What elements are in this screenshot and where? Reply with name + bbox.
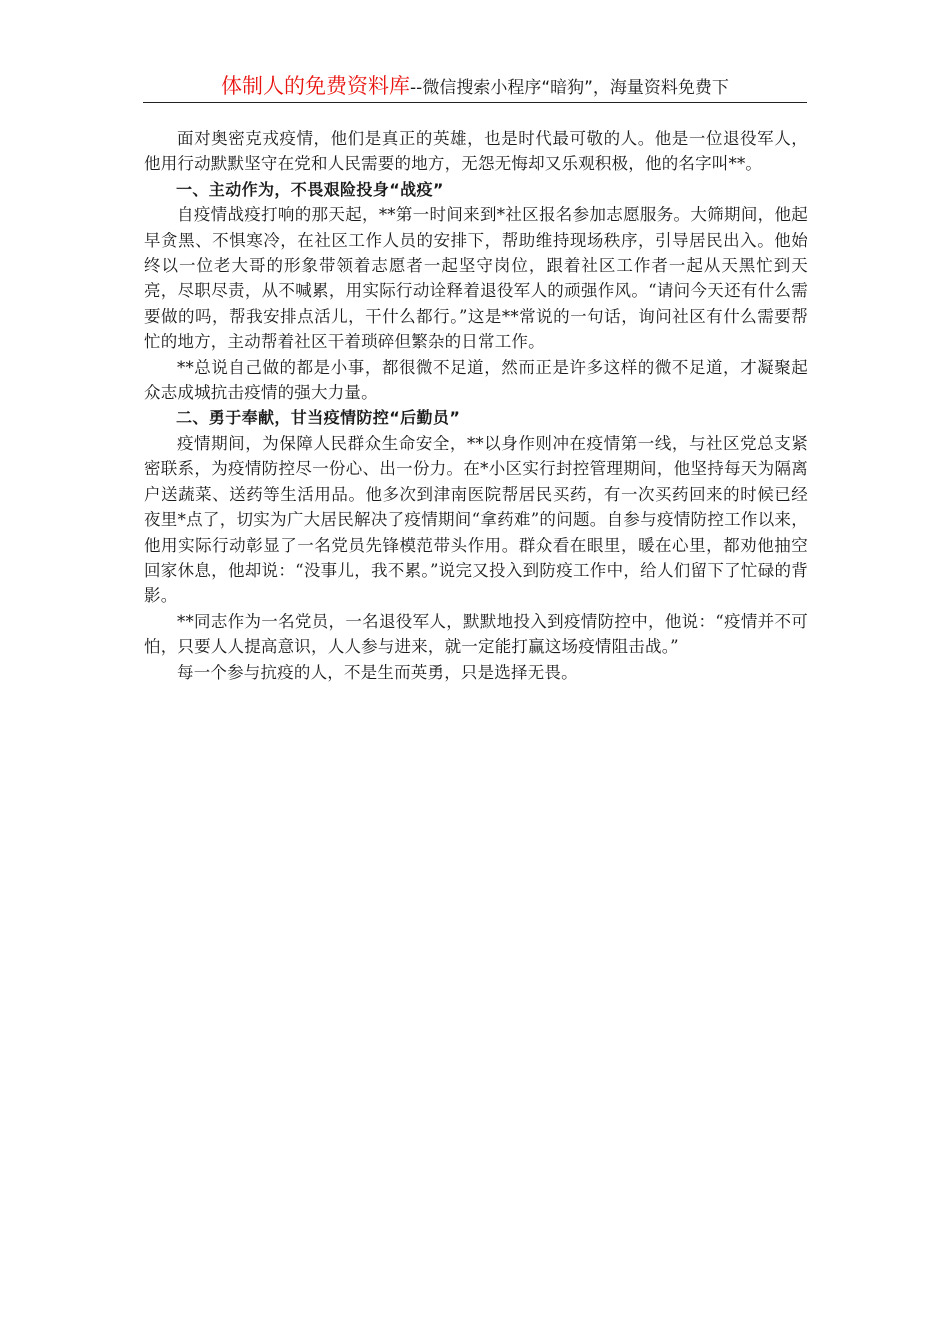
document-body (144, 126, 808, 685)
paragraph-closing: 每一个参与抗疫的人，不是生而英勇，只是选择无畏。 (177, 662, 578, 682)
section-heading-1: 一、主动作为，不畏艰险投身“战疫” (176, 179, 444, 199)
paragraph-section-2-b: **同志作为一名党员，一名退役军人，默默地投入到疫情防控中，他说：“疫情并不可怕，只要人人提高意识，人人参与进来，就一定能打赢这场疫情阻击战。” (144, 611, 808, 657)
paragraph-intro: 面对奥密克戎疫情，他们是真正的英雄，也是时代最可敬的人。他是一位退役军人，他用行动默默坚守在党和人民需要的地方，无怨无悔却又乐观积极，他的名字叫**。 (144, 129, 808, 174)
page-header (143, 70, 807, 103)
header-subtitle: --微信搜索小程序“暗狗”，海量资料免费下 (410, 78, 729, 98)
section-heading-2: 二、勇于奉献，甘当疫情防控“后勤员” (176, 408, 461, 428)
header-brand: 体制人的免费资料库 (221, 74, 411, 98)
paragraph-section-1-b: **总说自己做的都是小事，都很微不足道，然而正是许多这样的微不足道，才凝聚起众志成城抗击疫情的强大力量。 (144, 357, 808, 403)
paragraph-section-2-a: 疫情期间，为保障人民群众生命安全，**以身作则冲在疫情第一线，与社区党总支紧密联系，为疫情防控尽一份心、出一份力。在*小区实行封控管理期间，他坚持每天为隔离户送蔬菜、送药等生活用品。他多次到津南医院帮居民买药，有一次买药回来的时候已经夜里*点了，切实为广大居民解决了疫情期间“拿药难”的问题。自参与疫情防控工作以来，他用实际行动彰显了一名党员先锋模范带头作用。群众看在眼里，暖在心里，都劝他抽空回家休息，他却说：“没事儿，我不累。”说完又投入到防疫工作中，给人们留下了忙碌的背影。 (144, 433, 808, 606)
paragraph-section-1-a: 自疫情战疫打响的那天起，**第一时间来到*社区报名参加志愿服务。大筛期间，他起早贪黑、不惧寒冷，在社区工作人员的安排下，帮助维持现场秩序，引导居民出入。他始终以一位老大哥的形象带领着志愿者一起坚守岗位，跟着社区工作者一起从天黑忙到天亮，尽职尽责，从不喊累，用实际行动诠释着退役军人的顽强作风。“请问今天还有什么需要做的吗，帮我安排点活儿，干什么都行。”这是**常说的一句话，询问社区有什么需要帮忙的地方，主动帮着社区干着琐碎但繁杂的日常工作。 (144, 205, 808, 352)
